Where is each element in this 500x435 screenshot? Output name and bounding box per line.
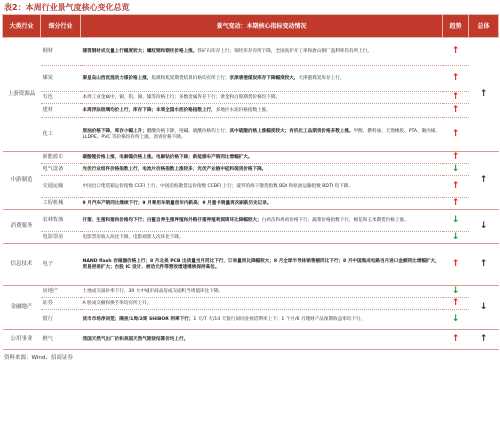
sub-industry-cell: 电子 (41, 244, 81, 286)
table-row (3, 244, 499, 286)
summary-up-arrow-icon: ↑ (469, 244, 499, 286)
trend-down-arrow-icon: ↓ (443, 164, 469, 176)
trend-down-arrow-icon: ↓ (443, 286, 469, 298)
source-note: 资料来源：Wind、招商证券 (4, 355, 73, 361)
table-row (3, 38, 499, 66)
description-text: 建筑钢材成交量上行幅度较大；螺纹钢和钢坯价格上涨。 (82, 48, 198, 54)
description-text: 土地成交溢价率下行，30 大中城市商品房成交面积当周值环比下降。 (82, 288, 224, 294)
table-caption: 表2：本周行业景气度核心变化总览 (4, 3, 130, 12)
table-row (3, 92, 499, 104)
description-cell (81, 298, 443, 310)
description-text: NAND flash 存储器价格上行；8 月北美 PCB 出货量当月同比下行，订单量同比降幅较大；8 月全球半导体销售额同比下行；8 月中国集成电路当月进口金额同比增幅扩大，贸易逆差扩大；台股 IC 设计、被动元件等营收增速继续保持高位。 (82, 258, 440, 270)
table-row (3, 210, 499, 232)
table-row (3, 232, 499, 244)
description-text: 本周工业金属中，铜、铝、锡、镍等价格上行；多数金属库存下行；黄金和白银期货价格均下降。 (82, 94, 281, 100)
description-text: 白鸡苗和鸡肉价格下行；蔬菜价格指数下行，棉花和玉米期货价格上涨。 (261, 217, 409, 223)
description-cell (81, 66, 443, 92)
trend-up-arrow-icon: ↑ (443, 152, 469, 164)
sub-industry-cell: 煤炭 (41, 66, 81, 92)
sub-industry-cell: 工程机械 (41, 198, 81, 210)
trend-up-arrow-icon: ↑ (443, 176, 469, 198)
description-text: 焦煤和焦炭期货结算价格均有所上行； (151, 75, 230, 81)
trend-up-arrow-icon: ↑ (443, 244, 469, 286)
trend-up-arrow-icon: ↑ (443, 92, 469, 104)
description-text: A 股成交额和换手率均有所上升。 (82, 300, 152, 306)
table-row (3, 176, 499, 198)
summary-up-arrow-icon: ↑ (469, 38, 499, 152)
trend-down-arrow-icon: ↓ (443, 210, 469, 232)
description-text: 铁矿石库存上行；钢坯库存有所下降，全国高炉开工率和唐山钢厂盈利率均有所上行。 (197, 48, 372, 54)
description-text: 仔猪、生猪和猪肉价格均下行；白鲨自养生猪养殖和外购仔猪养殖利润周环比降幅较大； (82, 217, 262, 223)
description-text: 电影票房收入环比下降，电影观影人次环比下降。 (82, 234, 184, 240)
description-cell (81, 232, 443, 244)
table-row (3, 330, 499, 350)
sub-industry-cell: 电影票房 (41, 232, 81, 244)
description-cell (81, 244, 443, 286)
sub-industry-cell: 交通运输 (41, 176, 81, 198)
sector-cell: 公用事业 (3, 330, 41, 350)
description-cell (81, 176, 443, 198)
header-trend: 趋势 (443, 15, 469, 38)
description-text: 醋酸价格下降，纯碱、硫酸价格均上行； (146, 128, 230, 134)
description-cell (81, 164, 443, 176)
table-row (3, 66, 499, 92)
summary-up-arrow-icon: ↑ (469, 152, 499, 210)
description-text: 我国天然气出厂价和美国天然气期货结算价均上行。 (82, 336, 189, 342)
sector-cell: 消费服务 (3, 210, 41, 244)
table-row (3, 104, 499, 118)
description-text: 天津港煤炭库存上行。 (298, 75, 345, 81)
trend-up-arrow-icon: ↑ (443, 330, 469, 350)
description-text: 秦皇岛山西优混动力煤价格上涨， (82, 75, 152, 81)
header-row (3, 15, 499, 38)
description-text: 京津唐港煤炭库存下降幅度较大， (229, 75, 299, 81)
header-summary: 总体 (469, 15, 499, 38)
description-text: 本周浮法玻璃均价上行，库存下降；本周全国水泥价格指数上行， (82, 107, 216, 113)
sub-industry-cell: 有色 (41, 92, 81, 104)
sub-industry-cell: 证券 (41, 298, 81, 310)
trend-down-arrow-icon: ↓ (443, 232, 469, 244)
description-cell (81, 210, 443, 232)
trend-up-arrow-icon: ↑ (443, 66, 469, 92)
trend-up-arrow-icon: ↑ (443, 118, 469, 152)
sub-industry-cell: 银行 (41, 310, 81, 330)
description-cell (81, 38, 443, 66)
description-cell (81, 310, 443, 330)
table-row (3, 286, 499, 298)
table-row (3, 310, 499, 330)
table-row (3, 152, 499, 164)
sub-industry-cell: 燃气 (41, 330, 81, 350)
description-text: 9 月汽车产销同比继续下行；9 月乘用车销量创年内新高；9 月重卡销量再次刷新历史记录。 (82, 200, 272, 206)
table-row (3, 164, 499, 176)
header-sub-industry: 细分行业 (41, 15, 81, 38)
trend-up-arrow-icon: ↑ (443, 104, 469, 118)
table-row (3, 298, 499, 310)
trend-up-arrow-icon: ↑ (443, 298, 469, 310)
description-cell (81, 104, 443, 118)
description-text: 多地区水泥价格指数上涨。 (215, 107, 271, 113)
description-text: 中国出口集装箱运价指数 CCFI 上行，中国沿海散货运价指数 CCBFI 上行；波罗的海干散货指数 BDI 和原油运输指数 BDTI 均下降。 (82, 183, 353, 189)
table-body (3, 38, 499, 350)
sub-industry-cell: 农林牧渔 (41, 210, 81, 232)
industry-overview-table (2, 14, 499, 350)
description-text: 光伏行业组件价格指数上行，电池片价格指数上涨较多；光伏产业链中硅料现货价格下降。 (82, 166, 267, 172)
trend-up-arrow-icon: ↑ (443, 198, 469, 210)
sector-cell: 金融地产 (3, 286, 41, 330)
description-cell (81, 286, 443, 298)
description-text: 原油价格下降，库存小幅上升； (82, 128, 147, 134)
sub-industry-cell: 钢材 (41, 38, 81, 66)
summary-down-arrow-icon: ↓ (469, 210, 499, 244)
sub-industry-cell: 化工 (41, 118, 81, 152)
trend-up-arrow-icon: ↑ (443, 38, 469, 66)
header-sector: 大类行业 (3, 15, 41, 38)
sub-industry-cell: 电气设备 (41, 164, 81, 176)
description-text: 货币市场净回笼；隔夜/1周/2周 SHIBOR 利率下行； (82, 316, 194, 322)
sub-industry-cell: 房地产 (41, 286, 81, 298)
table-row (3, 198, 499, 210)
summary-down-arrow-icon: ↓ (469, 286, 499, 330)
summary-up-arrow-icon: ↑ (469, 330, 499, 350)
description-text: 碳酸锂价格上涨，电解镍价格上涨。电解钴价格下降；新能源车产销同比增幅扩大。 (82, 154, 253, 160)
description-cell (81, 152, 443, 164)
trend-down-arrow-icon: ↓ (443, 310, 469, 330)
header-description: 景气变动：本期核心指标变动情况 (81, 15, 443, 38)
sub-industry-cell: 建材 (41, 104, 81, 118)
description-text: 甲醇、燃料油、天然橡胶、PTA、聚丙烯、LLDPE、PVC 等价格均有所上涨，沥青价格下降。 (82, 128, 441, 140)
description-cell (81, 198, 443, 210)
table-row (3, 118, 499, 152)
sector-cell: 信息技术 (3, 244, 41, 286)
sub-industry-cell: 新能源车 (41, 152, 81, 164)
description-cell (81, 118, 443, 152)
sector-cell: 上游资源品 (3, 38, 41, 152)
description-cell (81, 330, 443, 350)
sector-cell: 中游制造 (3, 152, 41, 210)
description-text: 1 天/7 天/14 天银行间同业拆借利率上下；1 个月/6 月理财产品预期收益率均下行。 (193, 316, 366, 322)
description-text: 其中硫酸价格上涨幅度较大；有机化工品期货价格多数上涨。 (229, 128, 354, 134)
description-cell (81, 92, 443, 104)
